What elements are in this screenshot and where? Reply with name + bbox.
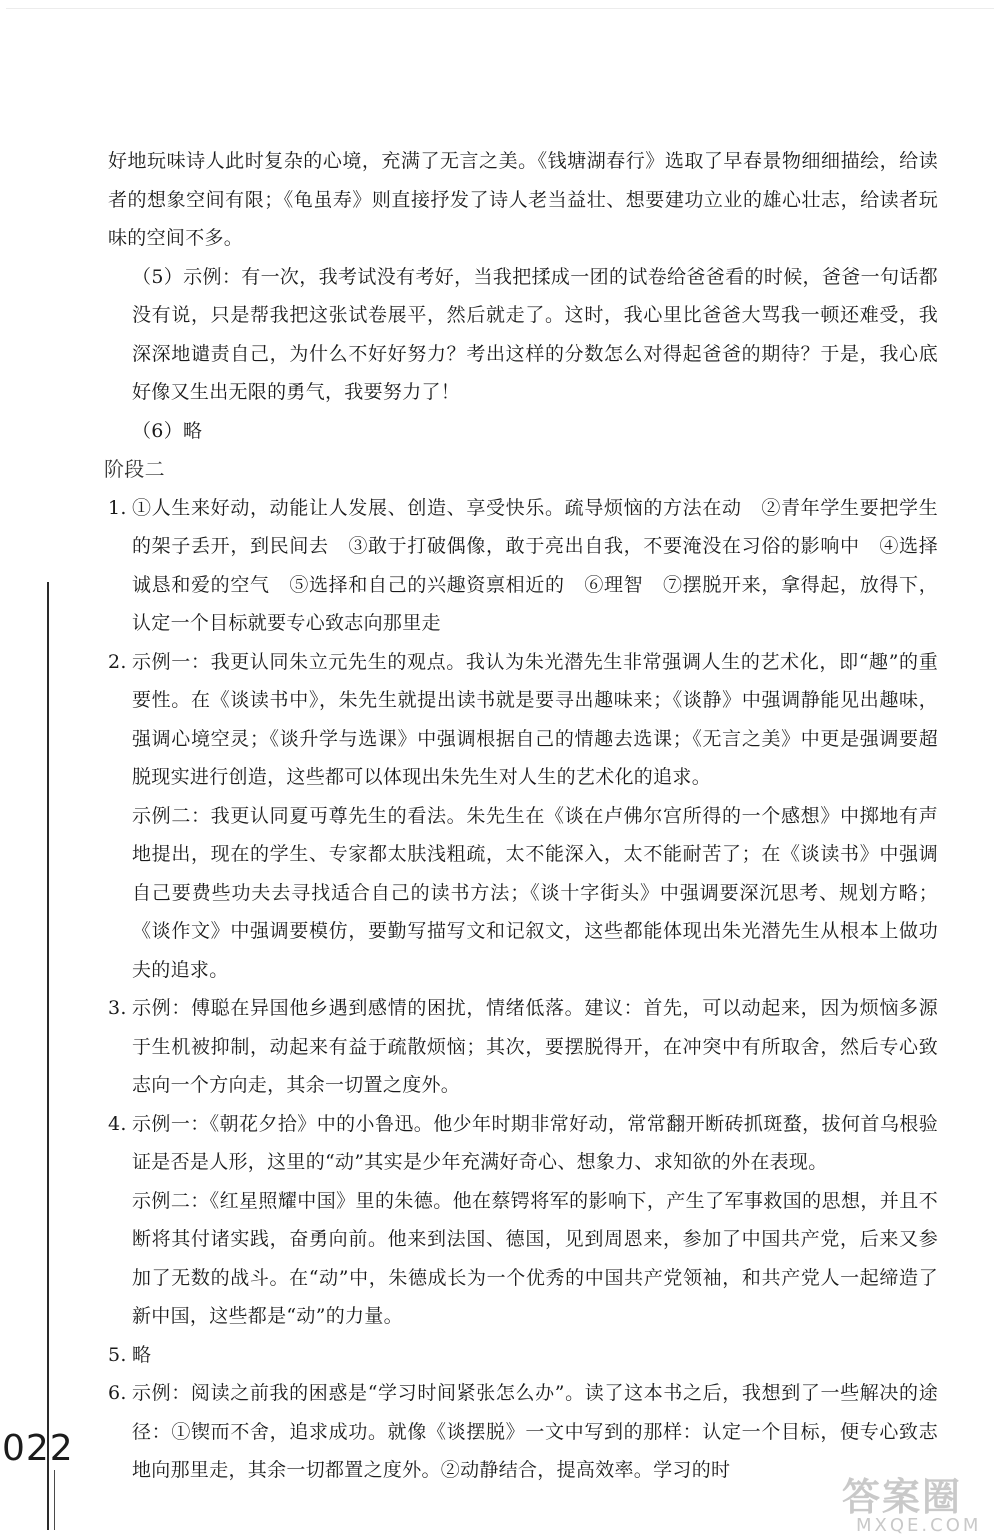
answer-body: [132, 989, 938, 1105]
answer-content: [104, 142, 938, 1490]
answer-body: [132, 489, 938, 643]
answer-part-6: （6）略: [132, 419, 203, 442]
top-rule: [6, 8, 994, 9]
answer-paragraph: 示例：阅读之前我的困惑是“学习时间紧张怎么办”。读了这本书之后，我想到了一些解决的途径：①锲而不舍，追求成功。就像《谈摆脱》一文中写到的那样：认定一个目标，便专心致志地向那里走，其余一切都置之度外。②动静结合，提高效率。学习的时: [132, 1382, 938, 1481]
answer-list: [108, 489, 938, 1490]
answer-number: 2.: [108, 650, 127, 673]
answer-item: [108, 489, 938, 643]
continuation-paragraph: 好地玩味诗人此时复杂的心境，充满了无言之美。《钱塘湖春行》选取了早春景物细细描绘，给读者的想象空间有限；《龟虽寿》则直接抒发了诗人老当益壮、想要建功立业的雄心壮志，给读者玩味的空间不多。: [108, 150, 938, 249]
answer-body: [132, 1105, 938, 1336]
answer-number: 4.: [108, 1112, 127, 1135]
answer-paragraph: 略: [132, 1343, 152, 1366]
answer-body: [132, 643, 938, 990]
watermark-text: 答案圈: [842, 1475, 963, 1519]
answer-part-5: （5）示例：有一次，我考试没有考好，当我把揉成一团的试卷给爸爸看的时候，爸爸一句话都没有说，只是帮我把这张试卷展平，然后就走了。这时，我心里比爸爸大骂我一顿还难受，我深深地谴责自己，为什么不好好努力？考出这样的分数怎么对得起爸爸的期待？于是，我心底好像又生出无限的勇气，我要努力了！: [132, 265, 938, 403]
answer-paragraph: 示例一：我更认同朱立元先生的观点。我认为朱光潜先生非常强调人生的艺术化，即“趣”的重要性。在《谈读书中》，朱先生就提出读书就是要寻出趣味来；《谈静》中强调静能见出趣味，强调心境空灵；《谈升学与选课》中强调根据自己的情趣去选课；《无言之美》中更是强调要超脱现实进行创造，这些都可以体现出朱先生对人生的艺术化的追求。: [132, 650, 938, 788]
answer-number: 6.: [108, 1382, 127, 1404]
answer-item: [108, 1374, 938, 1490]
margin-rule-secondary: [54, 1470, 55, 1530]
answer-paragraph: 示例：傅聪在异国他乡遇到感情的困扰，情绪低落。建议：首先，可以动起来，因为烦恼多源于生机被抑制，动起来有益于疏散烦恼；其次，要摆脱得开，在冲突中有所取舍，然后专心致志向一个方向走，其余一切置之度外。: [132, 997, 938, 1096]
answer-paragraph: ①人生来好动，动能让人发展、创造、享受快乐。疏导烦恼的方法在动 ②青年学生要把学生的架子丢开，到民间去 ③敢于打破偶像，敢于亮出自我，不要淹没在习俗的影响中 ④选择诚恳和爱的空气 ⑤选择和自己的兴趣资禀相近的 ⑥理智 ⑦摆脱开来，拿得起，放得下，认定一个目标就要专心致志向那里走: [132, 496, 938, 634]
answer-number: 3.: [108, 997, 127, 1019]
answer-number: 1.: [108, 496, 127, 519]
answer-paragraph: 示例二：《红星照耀中国》里的朱德。他在蔡锷将军的影响下，产生了军事救国的思想，并且不断将其付诸实践，奋勇向前。他来到法国、德国，见到周恩来，参加了中国共产党，后来又参加了无数的战斗。在“动”中，朱德成长为一个优秀的中国共产党领袖，和共产党人一起缔造了新中国，这些都是“动”的力量。: [132, 1189, 938, 1327]
answer-body: [132, 1374, 938, 1490]
section-heading: 阶段二: [104, 457, 165, 481]
answer-item: [108, 1105, 938, 1336]
answer-item: [108, 989, 938, 1105]
answer-item: [108, 1336, 938, 1375]
answer-paragraph: 示例一：《朝花夕拾》中的小鲁迅。他少年时期非常好动，常常翻开断砖抓斑蝥，拔何首乌根验证是否是人形，这里的“动”其实是少年充满好奇心、想象力、求知欲的外在表现。: [132, 1112, 938, 1173]
answer-number: 5.: [108, 1343, 127, 1366]
page-number: 022: [2, 1428, 74, 1469]
watermark-sub: MXQE.COM: [856, 1515, 982, 1536]
answer-body: [132, 1336, 938, 1375]
answer-paragraph: 示例二：我更认同夏丏尊先生的看法。朱先生在《谈在卢佛尔宫所得的一个感想》中掷地有声地提出，现在的学生、专家都太肤浅粗疏，太不能深入，太不能耐苦了；在《谈读书》中强调自己要费些功夫去寻找适合自己的读书方法；《谈十字街头》中强调要深沉思考、规划方略；《谈作文》中强调要模仿，要勤写描写文和记叙文，这些都能体现出朱光潜先生从根本上做功夫的追求。: [132, 804, 938, 981]
watermark-logo: [842, 1466, 996, 1536]
margin-rule: [47, 582, 49, 1530]
answer-item: [108, 643, 938, 990]
